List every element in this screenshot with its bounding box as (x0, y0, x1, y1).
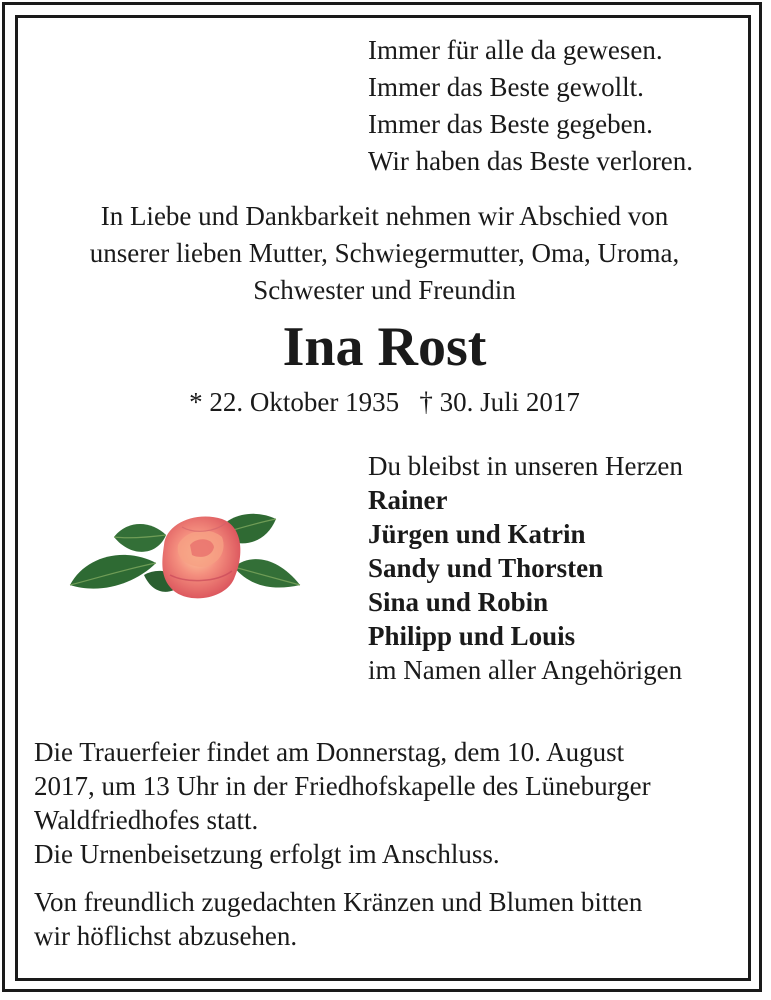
family-member: Philipp und Louis (368, 621, 576, 651)
intro-line: unserer lieben Mutter, Schwiegermutter, Oma, Uroma, (89, 238, 680, 268)
deceased-name: Ina Rost (282, 316, 487, 378)
ceremony-info (34, 735, 734, 871)
family-member: Sina und Robin (368, 587, 549, 617)
death-date: † 30. Juli 2017 (419, 387, 580, 417)
family-signature (368, 449, 683, 687)
family-member: Jürgen und Katrin (368, 519, 586, 549)
ceremony-line: Waldfriedhofes statt. (34, 805, 259, 835)
family-closing: im Namen aller Angehörigen (368, 655, 683, 685)
verse-line: Immer das Beste gegeben. (368, 109, 653, 139)
flowers-request (34, 885, 734, 953)
ceremony-line: 2017, um 13 Uhr in der Friedhofskapelle des Lüneburger (34, 771, 651, 801)
request-line: wir höflichst abzusehen. (34, 921, 298, 951)
family-heading: Du bleibst in unseren Herzen (368, 451, 683, 481)
verse-line: Immer für alle da gewesen. (368, 35, 663, 65)
rose-image (66, 505, 304, 605)
family-member: Rainer (368, 485, 448, 515)
ceremony-line: Die Urnenbeisetzung erfolgt im Anschluss. (34, 839, 500, 869)
birth-date: * 22. Oktober 1935 (189, 387, 400, 417)
verse-line: Immer das Beste gewollt. (368, 72, 644, 102)
family-member: Sandy und Thorsten (368, 553, 604, 583)
intro-line: Schwester und Freundin (253, 275, 516, 305)
memorial-verse (368, 32, 693, 180)
intro-line: In Liebe und Dankbarkeit nehmen wir Abschied von (100, 201, 669, 231)
request-line: Von freundlich zugedachten Kränzen und Blumen bitten (34, 887, 643, 917)
ceremony-line: Die Trauerfeier findet am Donnerstag, dem 10. August (34, 737, 625, 767)
verse-line: Wir haben das Beste verloren. (368, 146, 694, 176)
life-dates (20, 385, 749, 419)
farewell-intro (20, 198, 749, 309)
